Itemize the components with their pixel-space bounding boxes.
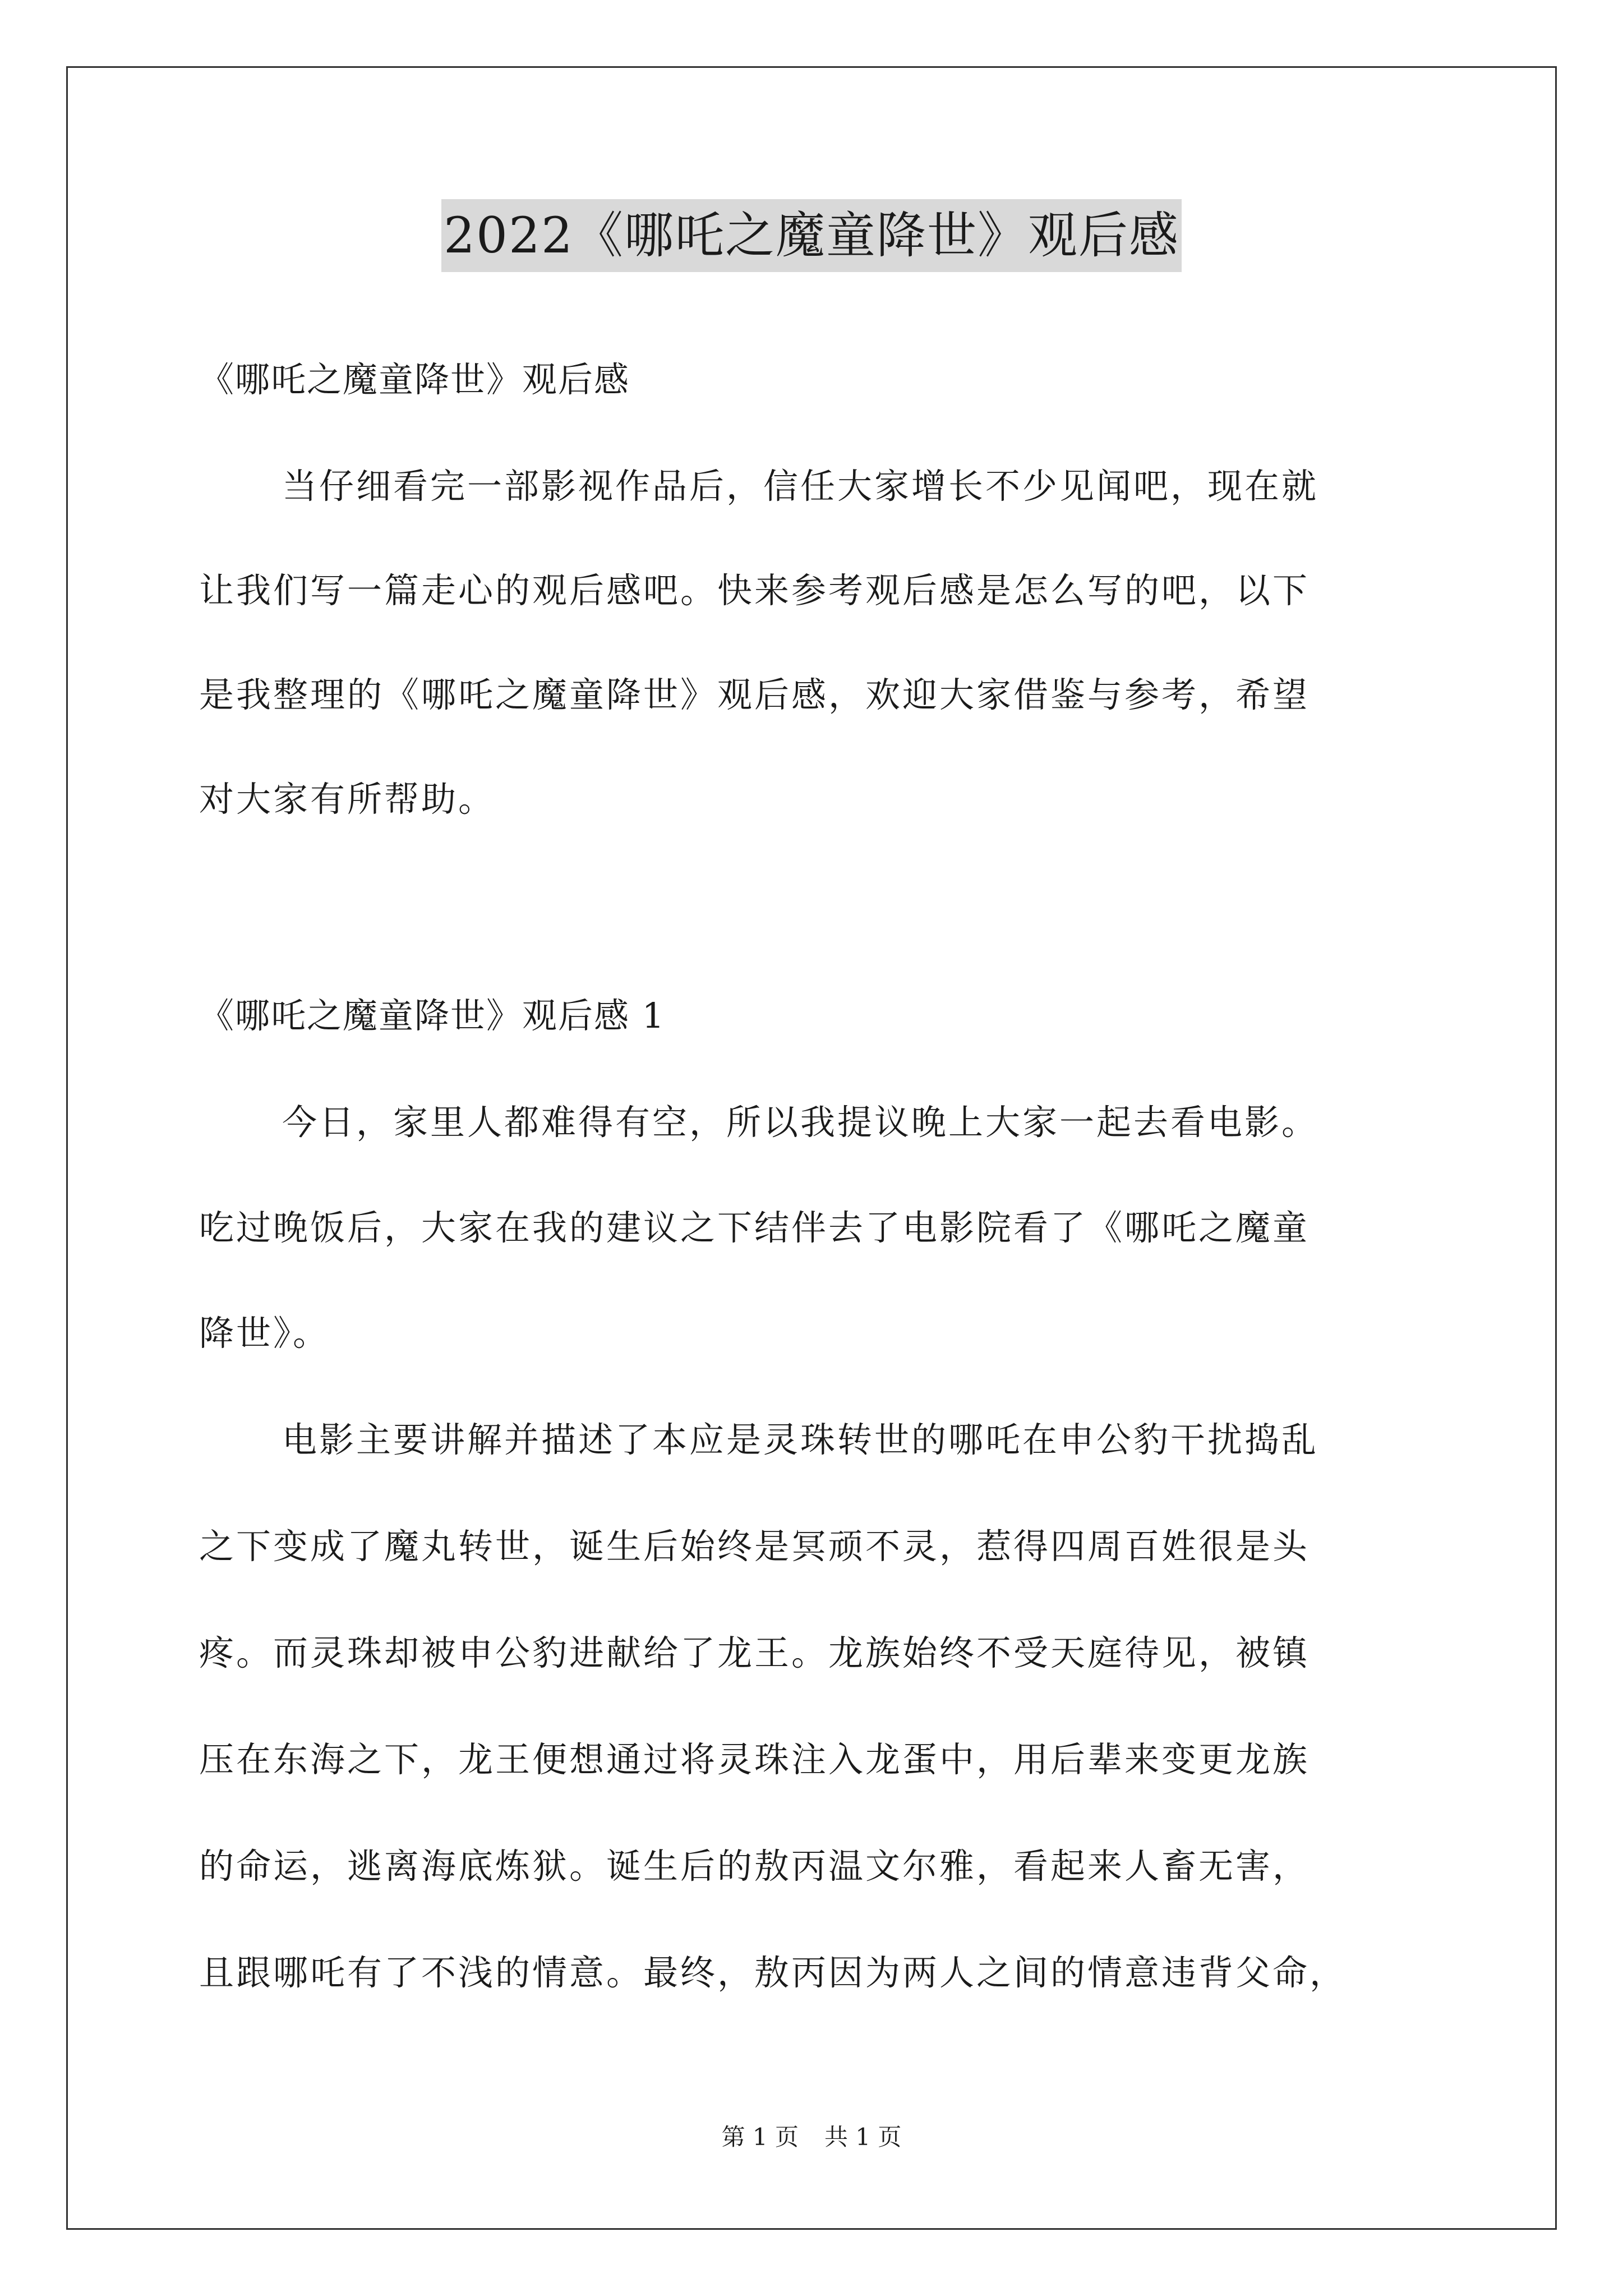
page-number-total: 共 1 页 <box>824 2123 902 2151</box>
paragraph-line: 当仔细看完一部影视作品后，信任大家增长不少见闻吧，现在就 <box>282 466 1319 507</box>
paragraph-line: 是我整理的《哪吒之魔童降世》观后感，欢迎大家借鉴与参考，希望 <box>199 674 1310 715</box>
paragraph-line: 压在东海之下，龙王便想通过将灵珠注入龙蛋中，用后辈来变更龙族 <box>199 1739 1310 1780</box>
paragraph-line: 电影主要讲解并描述了本应是灵珠转世的哪吒在申公豹干扰捣乱 <box>282 1419 1319 1460</box>
page-number-current: 第 1 页 <box>721 2123 799 2151</box>
section-heading: 《哪吒之魔童降世》观后感 <box>199 359 630 400</box>
document-title: 2022《哪吒之魔童降世》观后感 <box>441 199 1182 272</box>
paragraph-line: 吃过晚饭后，大家在我的建议之下结伴去了电影院看了《哪吒之魔童 <box>199 1207 1310 1248</box>
section-heading: 《哪吒之魔童降世》观后感 1 <box>199 995 666 1036</box>
paragraph-line: 让我们写一篇走心的观后感吧。快来参考观后感是怎么写的吧，以下 <box>199 570 1310 611</box>
paragraph-line: 疼。而灵珠却被申公豹进献给了龙王。龙族始终不受天庭待见，被镇 <box>199 1632 1310 1673</box>
paragraph-line: 之下变成了魔丸转世，诞生后始终是冥顽不灵，惹得四周百姓很是头 <box>199 1526 1310 1567</box>
paragraph-line: 对大家有所帮助。 <box>199 779 496 820</box>
paragraph-line: 的命运，逃离海底炼狱。诞生后的敖丙温文尔雅，看起来人畜无害， <box>199 1846 1310 1887</box>
paragraph-line: 且跟哪吒有了不浅的情意。最终，敖丙因为两人之间的情意违背父命， <box>199 1952 1347 1993</box>
page-footer <box>0 2120 1623 2154</box>
title-container <box>0 199 1623 272</box>
paragraph-line: 降世》。 <box>199 1313 330 1354</box>
paragraph-line: 今日，家里人都难得有空，所以我提议晚上大家一起去看电影。 <box>282 1102 1319 1143</box>
